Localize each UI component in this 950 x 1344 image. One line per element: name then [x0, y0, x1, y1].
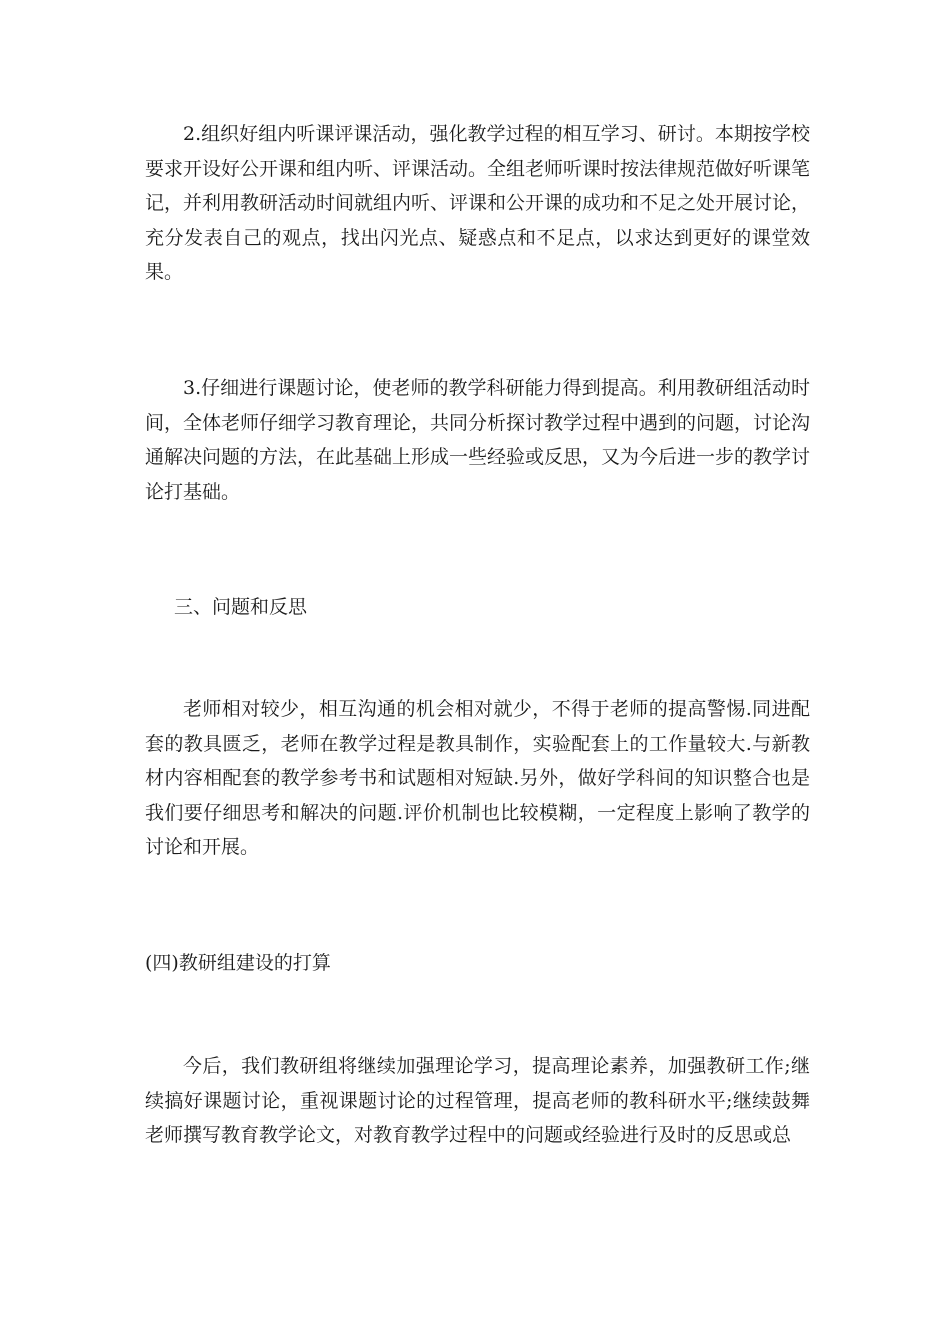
- paragraph-research-topics: 3.仔细进行课题讨论，使老师的教学科研能力得到提高。利用教研组活动时间，全体老师仔细学习教育理论，共同分析探讨教学过程中遇到的问题，讨论沟通解决问题的方法，在此基础上形成一些经验或反思，又为今后进一步的教学讨论打基础。: [145, 377, 811, 503]
- paragraph-problems: 老师相对较少，相互沟通的机会相对就少，不得于老师的提高警惕.同进配套的教具匮乏，老师在教学过程是教具制作，实验配套上的工作量较大.与新教材内容相配套的教学参考书和试题相对短缺.另外，做好学科间的知识整合也是我们要仔细思考和解决的问题.评价机制也比较模糊，一定程度上影响了教学的讨论和开展。: [145, 698, 810, 858]
- section-heading-problems: 三、问题和反思: [174, 596, 308, 618]
- paragraph-lesson-observation: 2.组织好组内听课评课活动，强化教学过程的相互学习、研讨。本期按学校要求开设好公开课和组内听、评课活动。全组老师听课时按法律规范做好听课笔记，并利用教研活动时间就组内听、评课和公开课的成功和不足之处开展讨论，充分发表自己的观点，找出闪光点、疑惑点和不足点，以求达到更好的课堂效果。: [145, 123, 811, 283]
- paragraph-future-plans: 今后，我们教研组将继续加强理论学习，提高理论素养，加强教研工作;继续搞好课题讨论，重视课题讨论的过程管理，提高老师的教科研水平;继续鼓舞老师撰写教育教学论文，对教育教学过程中的问题或经验进行及时的反思或总: [145, 1055, 810, 1146]
- section-heading-plans: (四)教研组建设的打算: [145, 952, 331, 974]
